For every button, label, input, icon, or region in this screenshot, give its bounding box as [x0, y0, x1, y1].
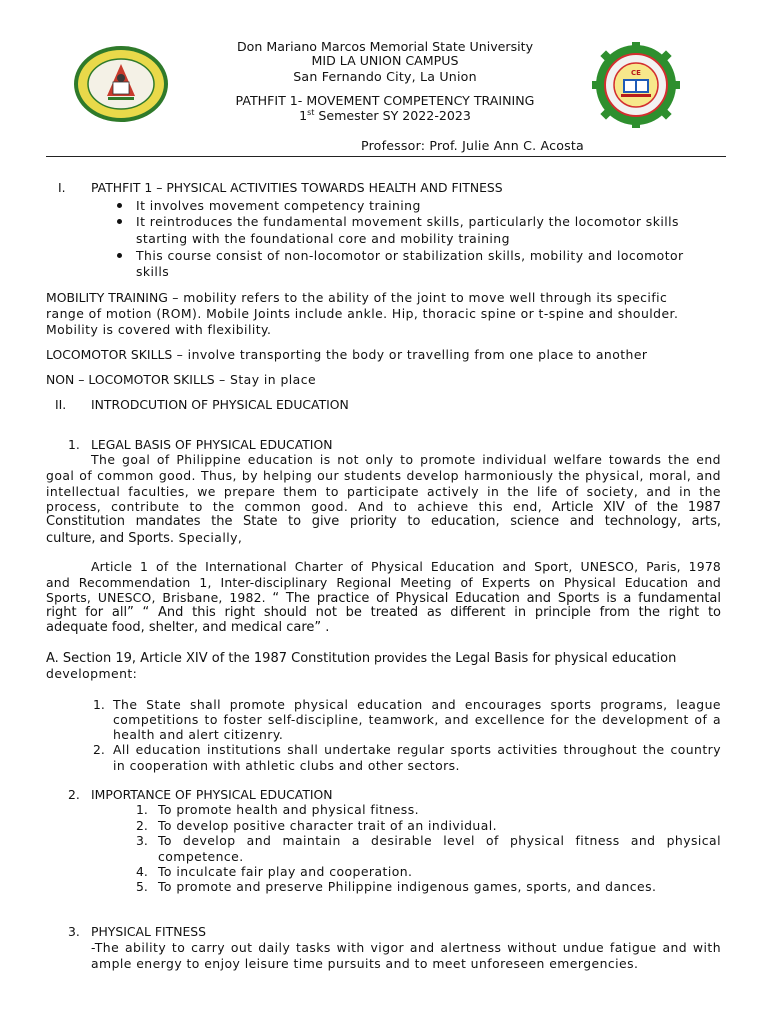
- legal-basis-sports: culture, and Sports.: [46, 531, 175, 546]
- semester: [150, 108, 620, 123]
- legal-basis-specially: Specially,: [174, 530, 243, 545]
- legal-basis-number: 1.: [68, 437, 80, 452]
- mobility-training-term: MOBILITY TRAINING: [46, 290, 168, 305]
- section-a-legal-basis: Legal Basis for physical education: [455, 651, 677, 666]
- importance-item-2: To develop positive character trait of an individual.: [158, 818, 498, 833]
- legal-basis-paragraph-line-3: intellectual faculties, we prepare them to participate actively in the life of society, and in the: [46, 484, 721, 499]
- section-1-bullet-2-line-1: It reintroduces the fundamental movement skills, particularly the locomotor skills: [136, 214, 679, 229]
- college-gear-logo: [585, 42, 687, 128]
- constitution-item-2-line-2: in cooperation with athletic clubs and other sectors.: [113, 758, 460, 773]
- semester-text: Semester SY 2022-2023: [314, 108, 471, 123]
- importance-item-1: To promote health and physical fitness.: [158, 802, 420, 817]
- importance-heading: IMPORTANCE OF PHYSICAL EDUCATION: [91, 787, 333, 802]
- constitution-item-1-line-2: competitions to foster self-discipline, teamwork, and excellence for the development of a: [113, 712, 721, 727]
- constitution-item-1-line-3: health and alert citizenry.: [113, 727, 284, 742]
- importance-number: 2.: [68, 787, 80, 802]
- importance-item-number: 4.: [136, 864, 148, 879]
- section-2-numeral: II.: [55, 397, 67, 412]
- locomotor-skills-term: LOCOMOTOR SKILLS: [46, 347, 173, 362]
- importance-item-3-line-2: competence.: [158, 849, 244, 864]
- constitution-item-2-line-1: All education institutions shall undertake regular sports activities throughout the country: [113, 742, 721, 757]
- importance-item-4: To inculcate fair play and cooperation.: [158, 864, 413, 879]
- constitution-item-1-number: 1.: [93, 697, 105, 712]
- semester-number: 1: [299, 108, 308, 123]
- mobility-training-line-2: range of motion (ROM). Mobile Joints include ankle. Hip, thoracic spine or t-spine and shoulder.: [46, 306, 679, 321]
- locomotor-skills-line: [46, 347, 647, 363]
- non-locomotor-skills-definition: – Stay in place: [214, 372, 317, 387]
- unesco-paragraph-line-1: Article 1 of the International Charter of Physical Education and Sport, UNESCO, Paris, 1978: [91, 559, 721, 574]
- section-a-line-2: development:: [46, 666, 138, 681]
- campus-city: San Fernando City, La Union: [293, 69, 477, 84]
- mobility-training-definition: – mobility refers to the ability of the joint to move well through its specific: [167, 290, 668, 305]
- constitution-item-1-line-1: The State shall promote physical education and encourages sports programs, league: [113, 697, 721, 712]
- legal-basis-paragraph-line-5: Constitution mandates the State to give priority to education, science and technology, arts,: [46, 514, 721, 529]
- non-locomotor-skills-term: NON – LOCOMOTOR SKILLS: [46, 372, 215, 387]
- semester-ordinal: st: [307, 107, 315, 117]
- importance-item-number: 1.: [136, 802, 148, 817]
- unesco-paragraph-line-4: right for all” “ And this right should not be treated as different in principle from the right to: [46, 605, 721, 620]
- mobility-training-line-3: Mobility is covered with flexibility.: [46, 322, 272, 337]
- header-divider: [46, 156, 726, 157]
- locomotor-skills-definition: – involve transporting the body or travelling from one place to another: [172, 347, 648, 362]
- section-a-reference: A. Section 19, Article XIV of the 1987 Constitution: [46, 651, 371, 666]
- importance-item-number: 5.: [136, 879, 148, 894]
- section-1-bullet-3-line-2: skills: [136, 264, 170, 279]
- unesco-quote-start: “ The practice of Physical Education and Sports is a fundamental: [272, 591, 721, 606]
- section-1-bullet-2-line-2: starting with the foundational core and mobility training: [136, 231, 510, 246]
- unesco-paragraph-line-5: adequate food, shelter, and medical care” .: [46, 620, 330, 635]
- section-1-numeral: I.: [58, 180, 66, 195]
- bullet-icon: [117, 219, 122, 224]
- importance-item-5: To promote and preserve Philippine indigenous games, sports, and dances.: [158, 879, 657, 894]
- importance-item-number: 2.: [136, 818, 148, 833]
- section-2-heading: INTRODCUTION OF PHYSICAL EDUCATION: [91, 397, 349, 412]
- legal-basis-paragraph-line-2: goal of common good. Thus, by helping our students develop harmoniously the physical, moral, and: [46, 468, 721, 483]
- logo-letters: CE: [631, 69, 641, 77]
- unesco-citation: Sports, UNESCO, Brisbane, 1982.: [46, 590, 266, 605]
- university-name: Don Mariano Marcos Memorial State University: [236, 39, 534, 54]
- unesco-paragraph-line-2: and Recommendation 1, Inter-disciplinary Regional Meeting of Experts on Physical Education and: [46, 575, 721, 590]
- legal-basis-paragraph-line-6: [46, 530, 242, 547]
- importance-item-number: 3.: [136, 833, 148, 848]
- physical-fitness-definition-line-2: ample energy to enjoy leisure time pursuits and to meet unforeseen emergencies.: [91, 956, 639, 971]
- importance-item-3-line-1: To develop and maintain a desirable level of physical fitness and physical: [158, 833, 721, 848]
- constitution-item-2-number: 2.: [93, 742, 105, 757]
- non-locomotor-skills-line: [46, 372, 316, 388]
- physical-fitness-number: 3.: [68, 924, 80, 939]
- legal-basis-text: process, contribute to the common good. And to achieve this end,: [46, 499, 543, 514]
- campus-name: MID LA UNION CAMPUS: [311, 53, 459, 68]
- section-a-line-1: [46, 650, 676, 667]
- bullet-icon: [117, 203, 122, 208]
- mobility-training-line-1: [46, 290, 667, 306]
- physical-fitness-heading: PHYSICAL FITNESS: [91, 924, 207, 939]
- legal-basis-heading: LEGAL BASIS OF PHYSICAL EDUCATION: [91, 437, 333, 452]
- professor-line: Professor: Prof. Julie Ann C. Acosta: [361, 138, 584, 153]
- bullet-icon: [117, 253, 122, 258]
- section-1-bullet-3-line-1: This course consist of non-locomotor or stabilization skills, mobility and locomotor: [136, 248, 684, 263]
- legal-basis-article-ref: Article XIV of the 1987: [551, 500, 721, 515]
- physical-fitness-definition-line-1: -The ability to carry out daily tasks with vigor and alertness without undue fatigue and with: [91, 940, 721, 955]
- section-1-heading: PATHFIT 1 – PHYSICAL ACTIVITIES TOWARDS HEALTH AND FITNESS: [91, 180, 503, 195]
- section-a-provides: provides the: [370, 650, 456, 665]
- legal-basis-paragraph-line-1: The goal of Philippine education is not only to promote individual welfare towards the end: [91, 452, 721, 467]
- course-title: PATHFIT 1- MOVEMENT COMPETENCY TRAINING: [235, 93, 535, 108]
- section-1-bullet-1: It involves movement competency training: [136, 198, 421, 213]
